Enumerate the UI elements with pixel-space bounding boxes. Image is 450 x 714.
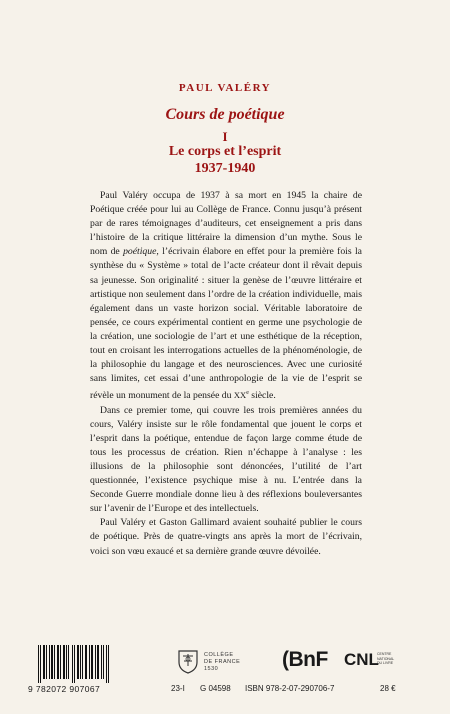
blurb bbox=[90, 189, 362, 559]
print-code: 23-I bbox=[171, 684, 185, 693]
blurb-paragraph-2: Dans ce premier tome, qui couvre les trois premières années du cours, Valéry insiste sur le rôle fondamental que jouent le corps et l’esprit dans la poétique, entendue de façon large comme étude de tous les processus de création. Rien n’échappe à l’analyse : les illusions de la philosophie sont dénoncées, l’utilité de l’art questionnée, l’existence psychique mise à nu. L’entrée dans la Seconde Guerre mondiale donne lieu à des réflexions bouleversantes sur l’avenir de l’Europe et des intellectuels. bbox=[90, 404, 362, 515]
cnl-subtitle: CENTRE NATIONAL DU LIVRE bbox=[377, 652, 395, 665]
college-de-france-emblem-icon bbox=[177, 648, 199, 674]
book-subtitle: Le corps et l’esprit bbox=[168, 144, 282, 159]
book-years: 1937-1940 bbox=[194, 161, 256, 176]
blurb-emphasis: poétique bbox=[123, 246, 157, 258]
cdf-line-2: DE FRANCE bbox=[204, 659, 241, 665]
college-de-france-wordmark bbox=[204, 652, 256, 673]
blurb-text: , l’écrivain élabore en effet pour la première fois la synthèse du « Système » total de l’acte créateur dont il rêvait depuis sa jeunesse. Son originalité : situer la genèse de l’œuvre littéraire et artistique non seulement dans l’ordre de la création individuelle, mais également dans un vaste horizon social. Véritable laboratoire de pensée, ce cours expérimental contient en germe une psychologie de la création, une sociologie de l’art et une esthétique de la réception, tout en croisant les interrogations actuelles de la phénoménologie, de la philosophie du langage et des neurosciences. Avec une curiosité sans limites, cet essai d’une anthropologie de la vie de l’esprit se révèle un monument de la pensée du bbox=[90, 246, 362, 402]
barcode-digits: 9 782072 907067 bbox=[28, 684, 101, 694]
blurb-superscript: e bbox=[246, 390, 249, 397]
blurb-paragraph-1 bbox=[90, 189, 362, 404]
author-name: PAUL VALÉRY bbox=[178, 82, 272, 94]
book-title: Cours de poétique bbox=[165, 106, 285, 123]
blurb-text: siècle. bbox=[248, 390, 276, 402]
barcode bbox=[38, 645, 110, 683]
cdf-line-1: COLLÈGE bbox=[204, 652, 234, 658]
isbn: ISBN 978-2-07-290706-7 bbox=[245, 684, 335, 693]
bnf-logo: (BnF bbox=[282, 648, 328, 671]
blurb-century: XX bbox=[233, 390, 247, 401]
cnl-logo: CNL bbox=[344, 650, 379, 669]
price: 28 € bbox=[380, 684, 396, 693]
cdf-line-3: 1530 bbox=[204, 666, 219, 672]
volume-number: I bbox=[222, 129, 228, 144]
blurb-paragraph-3: Paul Valéry et Gaston Gallimard avaient souhaité publier le cours de poétique. Près de quatre-vingts ans après la mort de l’écrivain, voici son vœu exaucé et sa dernière grande œuvre dévoilée. bbox=[90, 517, 362, 557]
blurb-text: Paul Valéry occupa de 1937 à sa mort en 1945 la chaire de Poétique créée pour lui au Collège de France. Connu jusqu’à présent par de rares témoignages d’auditeurs, cet enseignement a pris dans l’histoire de la critique littéraire la dimension d’un mythe. Sous le nom de bbox=[90, 190, 362, 258]
catalog-code: G 04598 bbox=[200, 684, 231, 693]
